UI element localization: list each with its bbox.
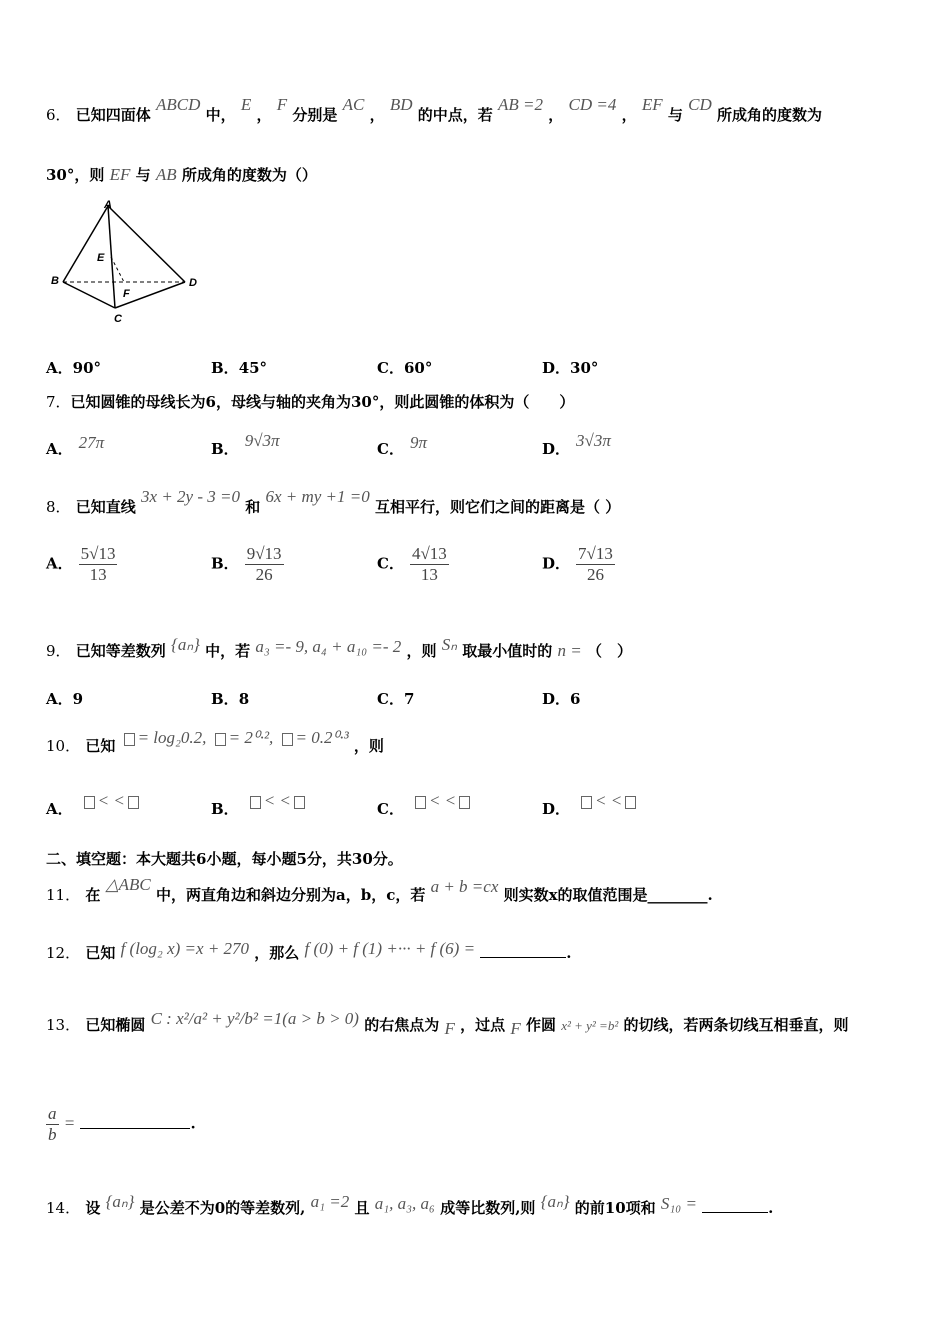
option-label: D． bbox=[542, 800, 571, 818]
text: 和 bbox=[245, 498, 261, 516]
option-b[interactable] bbox=[211, 791, 308, 819]
option-d[interactable] bbox=[542, 688, 580, 709]
question-number: 8． bbox=[46, 498, 71, 516]
text: 的右焦点为 bbox=[364, 1016, 440, 1034]
text: 与 bbox=[135, 166, 151, 184]
option-label: A． bbox=[46, 359, 73, 377]
option-math: 27π bbox=[78, 433, 105, 452]
option-a[interactable] bbox=[46, 357, 101, 378]
text: 已知直线 bbox=[75, 498, 136, 516]
math: AB =2 bbox=[498, 95, 544, 114]
question-number: 9． bbox=[46, 642, 71, 660]
option-value: 60° bbox=[403, 359, 433, 377]
label-b: B bbox=[51, 275, 59, 287]
option-b[interactable] bbox=[211, 357, 267, 378]
text: ， bbox=[548, 106, 564, 124]
missing-glyph-icon bbox=[415, 796, 426, 809]
option-b[interactable] bbox=[211, 688, 249, 709]
fraction bbox=[576, 544, 615, 585]
text: 所成角的度数为 bbox=[716, 106, 822, 124]
option-math bbox=[578, 792, 639, 810]
text: 已知等差数列 bbox=[75, 642, 166, 660]
math: F bbox=[276, 95, 288, 114]
label-a: A bbox=[104, 199, 112, 211]
text: ，过点 bbox=[460, 1016, 506, 1034]
option-math: 9√3π bbox=[244, 431, 280, 450]
text: ，则 bbox=[406, 642, 437, 660]
question-13 bbox=[46, 1009, 849, 1038]
denominator: 13 bbox=[89, 565, 107, 584]
denominator: 13 bbox=[420, 565, 438, 584]
text: 且 bbox=[354, 1199, 370, 1217]
option-label: C． bbox=[377, 690, 404, 708]
option-c[interactable] bbox=[377, 433, 427, 459]
option-math: 3√3π bbox=[576, 431, 611, 450]
math: CD bbox=[688, 95, 712, 114]
question-9 bbox=[46, 635, 633, 661]
text: 成等比数列,则 bbox=[440, 1199, 536, 1217]
question-6-line-2 bbox=[46, 164, 317, 185]
missing-glyph-icon bbox=[250, 796, 261, 809]
option-c[interactable] bbox=[377, 357, 432, 378]
option-math bbox=[412, 792, 473, 810]
question-number: 12． bbox=[46, 944, 81, 962]
option-label: B． bbox=[211, 440, 239, 458]
text: 与 bbox=[667, 106, 683, 124]
option-label: B． bbox=[211, 359, 239, 377]
math: = 2⁰·², bbox=[228, 728, 274, 747]
option-label: C． bbox=[377, 554, 404, 573]
text: 则实数x的取值范围是________. bbox=[503, 886, 713, 904]
option-value: 7 bbox=[403, 690, 415, 708]
option-value: 6 bbox=[570, 690, 581, 708]
text: . bbox=[566, 944, 572, 962]
text: 在 bbox=[85, 886, 101, 904]
fraction bbox=[46, 1104, 59, 1145]
math: AC bbox=[342, 95, 365, 114]
math: < < bbox=[263, 791, 291, 810]
missing-glyph-icon bbox=[294, 796, 305, 809]
missing-glyph-icon bbox=[128, 796, 139, 809]
text: 取最小值时的 bbox=[462, 642, 553, 660]
question-number: 11． bbox=[46, 886, 81, 904]
label-c: C bbox=[114, 313, 122, 325]
text: 中，若 bbox=[205, 642, 251, 660]
math: a + b =cx bbox=[430, 877, 499, 896]
math: {aₙ} bbox=[171, 635, 200, 654]
math: 6x + my +1 =0 bbox=[265, 487, 370, 506]
text: 的前10项和 bbox=[574, 1199, 656, 1217]
text: 已知 bbox=[85, 737, 116, 755]
option-d[interactable] bbox=[542, 431, 611, 459]
math: f (0) + f (1) +··· + f (6) = bbox=[304, 939, 476, 958]
option-label: B． bbox=[211, 690, 239, 708]
math: BD bbox=[389, 95, 413, 114]
option-a[interactable] bbox=[46, 433, 105, 459]
label-d: D bbox=[189, 277, 197, 289]
text: 已知椭圆 bbox=[85, 1016, 146, 1034]
question-number: 14． bbox=[46, 1199, 81, 1217]
missing-glyph-icon bbox=[581, 796, 592, 809]
numerator: 9√13 bbox=[246, 544, 282, 563]
question-number: 10． bbox=[46, 737, 81, 755]
math: a₃ =- 9, a₄ + a₁₀ =- 2 bbox=[255, 637, 402, 656]
math: = bbox=[63, 1113, 76, 1133]
option-value: 9 bbox=[72, 690, 84, 708]
option-value: 90° bbox=[72, 359, 102, 377]
math: a₁, a₃, a₆ bbox=[374, 1194, 435, 1213]
text: ，那么 bbox=[254, 944, 300, 962]
question-number: 7． bbox=[46, 393, 71, 411]
option-b[interactable] bbox=[211, 431, 280, 459]
question-14 bbox=[46, 1192, 774, 1218]
option-value: 30° bbox=[570, 359, 599, 377]
option-label: D． bbox=[542, 554, 571, 573]
math: C : x²/a² + y²/b² =1(a > b > 0) bbox=[150, 1009, 359, 1028]
option-d[interactable] bbox=[542, 544, 615, 585]
question-10 bbox=[46, 728, 384, 756]
math: = log₂0.2, bbox=[137, 728, 207, 747]
option-a[interactable] bbox=[46, 791, 142, 819]
edge-ad bbox=[108, 206, 185, 282]
text: ， bbox=[256, 106, 272, 124]
math: a₁ =2 bbox=[310, 1192, 350, 1211]
option-label: A． bbox=[46, 440, 73, 458]
edge-ab bbox=[63, 206, 108, 282]
math: CD =4 bbox=[568, 95, 617, 114]
text: 30°，则 bbox=[46, 166, 105, 184]
denominator: 26 bbox=[255, 565, 273, 584]
math-expression bbox=[121, 729, 354, 747]
label-e: E bbox=[97, 252, 105, 264]
missing-glyph-icon bbox=[124, 733, 135, 746]
text: 所成角的度数为（） bbox=[181, 166, 317, 184]
answer-blank[interactable] bbox=[480, 957, 566, 958]
question-number: 13． bbox=[46, 1016, 81, 1034]
math: < < bbox=[595, 791, 623, 810]
option-c[interactable] bbox=[377, 688, 414, 709]
math: {aₙ} bbox=[540, 1192, 570, 1211]
missing-glyph-icon bbox=[625, 796, 636, 809]
math: AB bbox=[155, 165, 177, 184]
math: E bbox=[240, 95, 252, 114]
text: 已知 bbox=[85, 944, 116, 962]
math: S₁₀ = bbox=[660, 1194, 697, 1213]
option-label: A． bbox=[46, 554, 73, 573]
math: ABCD bbox=[156, 95, 201, 114]
denominator: 26 bbox=[586, 565, 604, 584]
math: Sₙ bbox=[441, 635, 458, 654]
text: 互相平行，则它们之间的距离是（ ） bbox=[375, 498, 621, 516]
math: 3x + 2y - 3 =0 bbox=[141, 487, 240, 506]
question-7 bbox=[46, 391, 574, 412]
option-label: C． bbox=[377, 440, 404, 458]
math: {aₙ} bbox=[105, 1192, 135, 1211]
option-label: C． bbox=[377, 800, 404, 818]
option-label: D． bbox=[542, 359, 571, 377]
option-d[interactable] bbox=[542, 791, 639, 819]
option-d[interactable] bbox=[542, 357, 598, 378]
option-math bbox=[247, 792, 308, 810]
numerator: 4√13 bbox=[411, 544, 447, 563]
answer-blank[interactable] bbox=[702, 1212, 768, 1213]
text: 已知四面体 bbox=[75, 106, 151, 124]
question-text: 已知圆锥的母线长为6，母线与轴的夹角为30°，则此圆锥的体积为（ ） bbox=[70, 393, 575, 411]
denominator: b bbox=[48, 1125, 57, 1144]
question-12 bbox=[46, 939, 572, 963]
math: = 0.2⁰·³ bbox=[295, 728, 349, 747]
option-label: C． bbox=[377, 359, 404, 377]
text: 中， bbox=[205, 106, 236, 124]
fraction bbox=[410, 544, 449, 585]
option-label: A． bbox=[46, 690, 73, 708]
text: ，则 bbox=[353, 737, 384, 755]
text: （ ） bbox=[587, 642, 633, 660]
math: EF bbox=[641, 95, 663, 114]
option-a[interactable] bbox=[46, 544, 117, 585]
option-a[interactable] bbox=[46, 688, 83, 709]
question-number: 6． bbox=[46, 106, 71, 124]
option-label: B． bbox=[211, 554, 239, 573]
text: 中，两直角边和斜边分别为a，b，c，若 bbox=[156, 886, 426, 904]
missing-glyph-icon bbox=[282, 733, 293, 746]
option-value: 45° bbox=[238, 359, 268, 377]
question-8 bbox=[46, 487, 621, 517]
answer-blank[interactable] bbox=[80, 1128, 190, 1129]
math: EF bbox=[109, 165, 131, 184]
math: < < bbox=[97, 791, 125, 810]
missing-glyph-icon bbox=[215, 733, 226, 746]
text: 的切线，若两条切线互相垂直，则 bbox=[623, 1016, 849, 1034]
text: 分别是 bbox=[292, 106, 338, 124]
question-6-line-1 bbox=[46, 95, 822, 125]
text: . bbox=[768, 1199, 774, 1217]
label-f: F bbox=[123, 288, 130, 300]
fraction bbox=[245, 544, 284, 585]
text: 的中点，若 bbox=[417, 106, 493, 124]
option-value: 8 bbox=[238, 690, 250, 708]
section-heading: 二、填空题：本大题共6小题，每小题5分，共30分。 bbox=[46, 850, 403, 868]
question-11 bbox=[46, 875, 713, 905]
math: △ABC bbox=[105, 875, 151, 894]
text: 是公差不为0的等差数列, bbox=[139, 1199, 306, 1217]
math: x² + y² =b² bbox=[561, 1018, 619, 1033]
text: ， bbox=[621, 106, 637, 124]
missing-glyph-icon bbox=[84, 796, 95, 809]
numerator: 7√13 bbox=[578, 544, 613, 563]
math: < < bbox=[428, 791, 457, 810]
text: ， bbox=[369, 106, 385, 124]
math: n = bbox=[557, 641, 582, 660]
text: . bbox=[190, 1114, 196, 1133]
option-label: D． bbox=[542, 440, 571, 458]
math: F bbox=[444, 1019, 455, 1038]
math: f (log₂ x) =x + 270 bbox=[120, 939, 250, 958]
missing-glyph-icon bbox=[459, 796, 470, 809]
text: 设 bbox=[85, 1199, 101, 1217]
option-c[interactable] bbox=[377, 791, 473, 819]
question-13-answer bbox=[46, 1104, 196, 1145]
text: 作圆 bbox=[525, 1016, 556, 1034]
tetrahedron-figure bbox=[45, 196, 210, 326]
edge-bc bbox=[63, 282, 115, 308]
option-math bbox=[81, 792, 142, 810]
numerator: 5√13 bbox=[80, 544, 116, 563]
fraction bbox=[79, 544, 118, 585]
option-b[interactable] bbox=[211, 544, 284, 585]
math: F bbox=[510, 1019, 521, 1038]
option-math: 9π bbox=[409, 433, 427, 452]
option-label: A． bbox=[46, 800, 73, 818]
option-c[interactable] bbox=[377, 544, 449, 585]
option-label: B． bbox=[211, 800, 239, 818]
option-label: D． bbox=[542, 690, 571, 708]
numerator: a bbox=[48, 1104, 57, 1123]
